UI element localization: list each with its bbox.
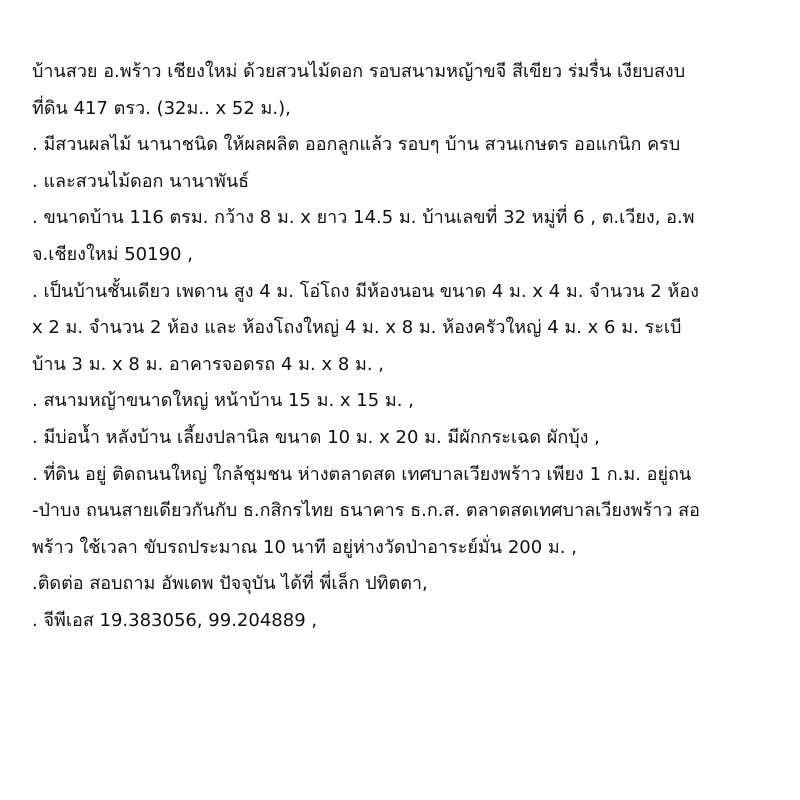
text-line-travel-time: พร้าว ใช้เวลา ขับรถประมาณ 10 นาที อยู่ห่างวัดป่าอาระย์มั่น 200 ม. , (32, 536, 577, 558)
text-line-title: บ้านสวย อ.พร้าว เชียงใหม่ ด้วยสวนไม้ดอก รอบสนามหญ้าขจี สีเขียว ร่มรื่น เงียบสงบ (32, 61, 686, 82)
text-line-lawn: . สนามหญ้าขนาดใหญ่ หน้าบ้าน 15 ม. x 15 ม. , (32, 390, 414, 412)
text-line-house-size: . ขนาดบ้าน 116 ตรม. กว้าง 8 ม. x ยาว 14.5 ม. บ้านเลขที่ 32 หมู่ที่ 6 , ต.เวียง, อ.พ (32, 207, 695, 229)
text-line-rooms: x 2 ม. จำนวน 2 ห้อง และ ห้องโถงใหญ่ 4 ม. x 8 ม. ห้องครัวใหญ่ 4 ม. x 6 ม. ระเบี (32, 317, 682, 339)
text-line-province: จ.เชียงใหม่ 50190 , (32, 243, 193, 265)
text-line-road: -ป่าบง ถนนสายเดียวกันกับ ธ.กสิกรไทย ธนาคาร ธ.ก.ส. ตลาดสดเทศบาลเวียงพร้าว สอ (32, 500, 700, 522)
text-line-location: . ที่ดิน อยู่ ติดถนนใหญ่ ใกล้ชุมชน ห่างตลาดสด เทศบาลเวียงพร้าว เพียง 1 ก.ม. อยู่ถน (32, 463, 692, 485)
text-line-carport: บ้าน 3 ม. x 8 ม. อาคารจอดรถ 4 ม. x 8 ม. , (32, 353, 385, 375)
text-line-gps: . จีพีเอส 19.383056, 99.204889 , (32, 609, 318, 631)
text-line-flower-garden: . และสวนไม้ดอก นานาพันธ์ (32, 170, 250, 192)
listing-text (32, 54, 800, 640)
text-line-pond: . มีบ่อน้ำ หลังบ้าน เลี้ยงปลานิล ขนาด 10 ม. x 20 ม. มีผักกระเฉด ผักบุ้ง , (32, 426, 600, 448)
text-line-orchard: . มีสวนผลไม้ นานาชนิด ให้ผลผลิต ออกลูกแล้ว รอบๆ บ้าน สวนเกษตร ออแกนิก ครบ (32, 134, 681, 156)
text-line-land-area: ที่ดิน 417 ตรว. (32ม.. x 52 ม.), (32, 97, 291, 119)
text-line-contact: .ติดต่อ สอบถาม อัพเดพ ปัจจุบัน ได้ที่ พี่เล็ก ปทิตตา, (32, 573, 428, 595)
text-line-bedrooms: . เป็นบ้านชั้นเดียว เพดาน สูง 4 ม. โอ่โถง มีห้องนอน ขนาด 4 ม. x 4 ม. จำนวน 2 ห้อง (32, 280, 699, 302)
